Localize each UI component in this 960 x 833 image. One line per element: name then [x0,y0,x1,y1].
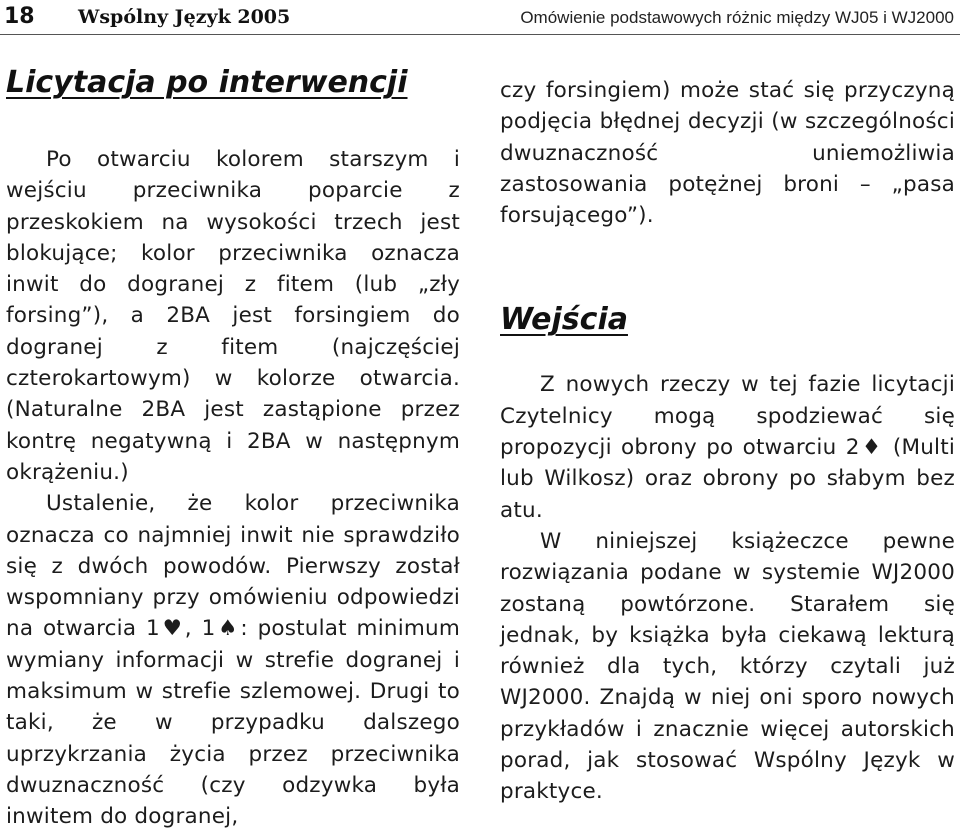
section-heading-wejscia: Wejścia [500,302,628,338]
journal-title: Wspólny Język 2005 [78,6,291,28]
page-header [0,0,960,36]
right-column [500,75,955,805]
header-rule [0,34,960,35]
paragraph-continuation: czy forsingiem) może stać się przyczyną podjęcia błędnej decyzji (w szczególności dwuznaczność uniemożliwia zastosowania potężnej broni – „pasa forsującego”). [500,78,955,229]
paragraph: Ustalenie, że kolor przeciwnika oznacza co najmniej inwit nie sprawdziło się z dwóch powodów. Pierwszy został wspomniany przy omówieniu odpowiedzi na otwarcia 1♥, 1♠: postulat minimum wymiany informacji w strefie dogranej i maksimum w strefie szlemowej. Drugi to taki, że w przypadku dalszego uprzykrzania życia przez przeciwnika dwuznaczność (czy odzywka była inwitem do dogranej, [6,491,460,830]
paragraph: Po otwarciu kolorem starszym i wejściu przeciwnika poparcie z przeskokiem na wysokości trzech jest blokujące; kolor przeciwnika oznacza inwit do dogranej z fitem (lub „zły forsing”), a 2BA jest forsingiem do dogranej z fitem (najczęściej czterokartowym) w kolorze otwarcia. (Naturalne 2BA jest zastąpione przez kontrę negatywną i 2BA w następnym okrążeniu.) [6,147,460,485]
paragraph: W niniejszej książeczce pewne rozwiązania podane w systemie WJ2000 zostaną powtórzone. Starałem się jednak, by książka była ciekawą lekturą również dla tych, którzy czytali już WJ2000. Znajdą w niej oni sporo nowych przykładów i znacznie więcej autorskich porad, jak stosować Wspólny Język w praktyce. [500,528,955,805]
page-number: 18 [4,4,35,29]
section-heading-licytacja: Licytacja po interwencji [6,65,408,100]
left-column [6,64,460,830]
paragraph: Z nowych rzeczy w tej fazie licytacji Czytelnicy mogą spodziewać się propozycji obrony po otwarciu 2♦ (Multi lub Wilkosz) oraz obrony po słabym bez atu. [500,372,955,523]
running-title: Omówienie podstawowych różnic między WJ05 i WJ2000 [520,8,954,27]
